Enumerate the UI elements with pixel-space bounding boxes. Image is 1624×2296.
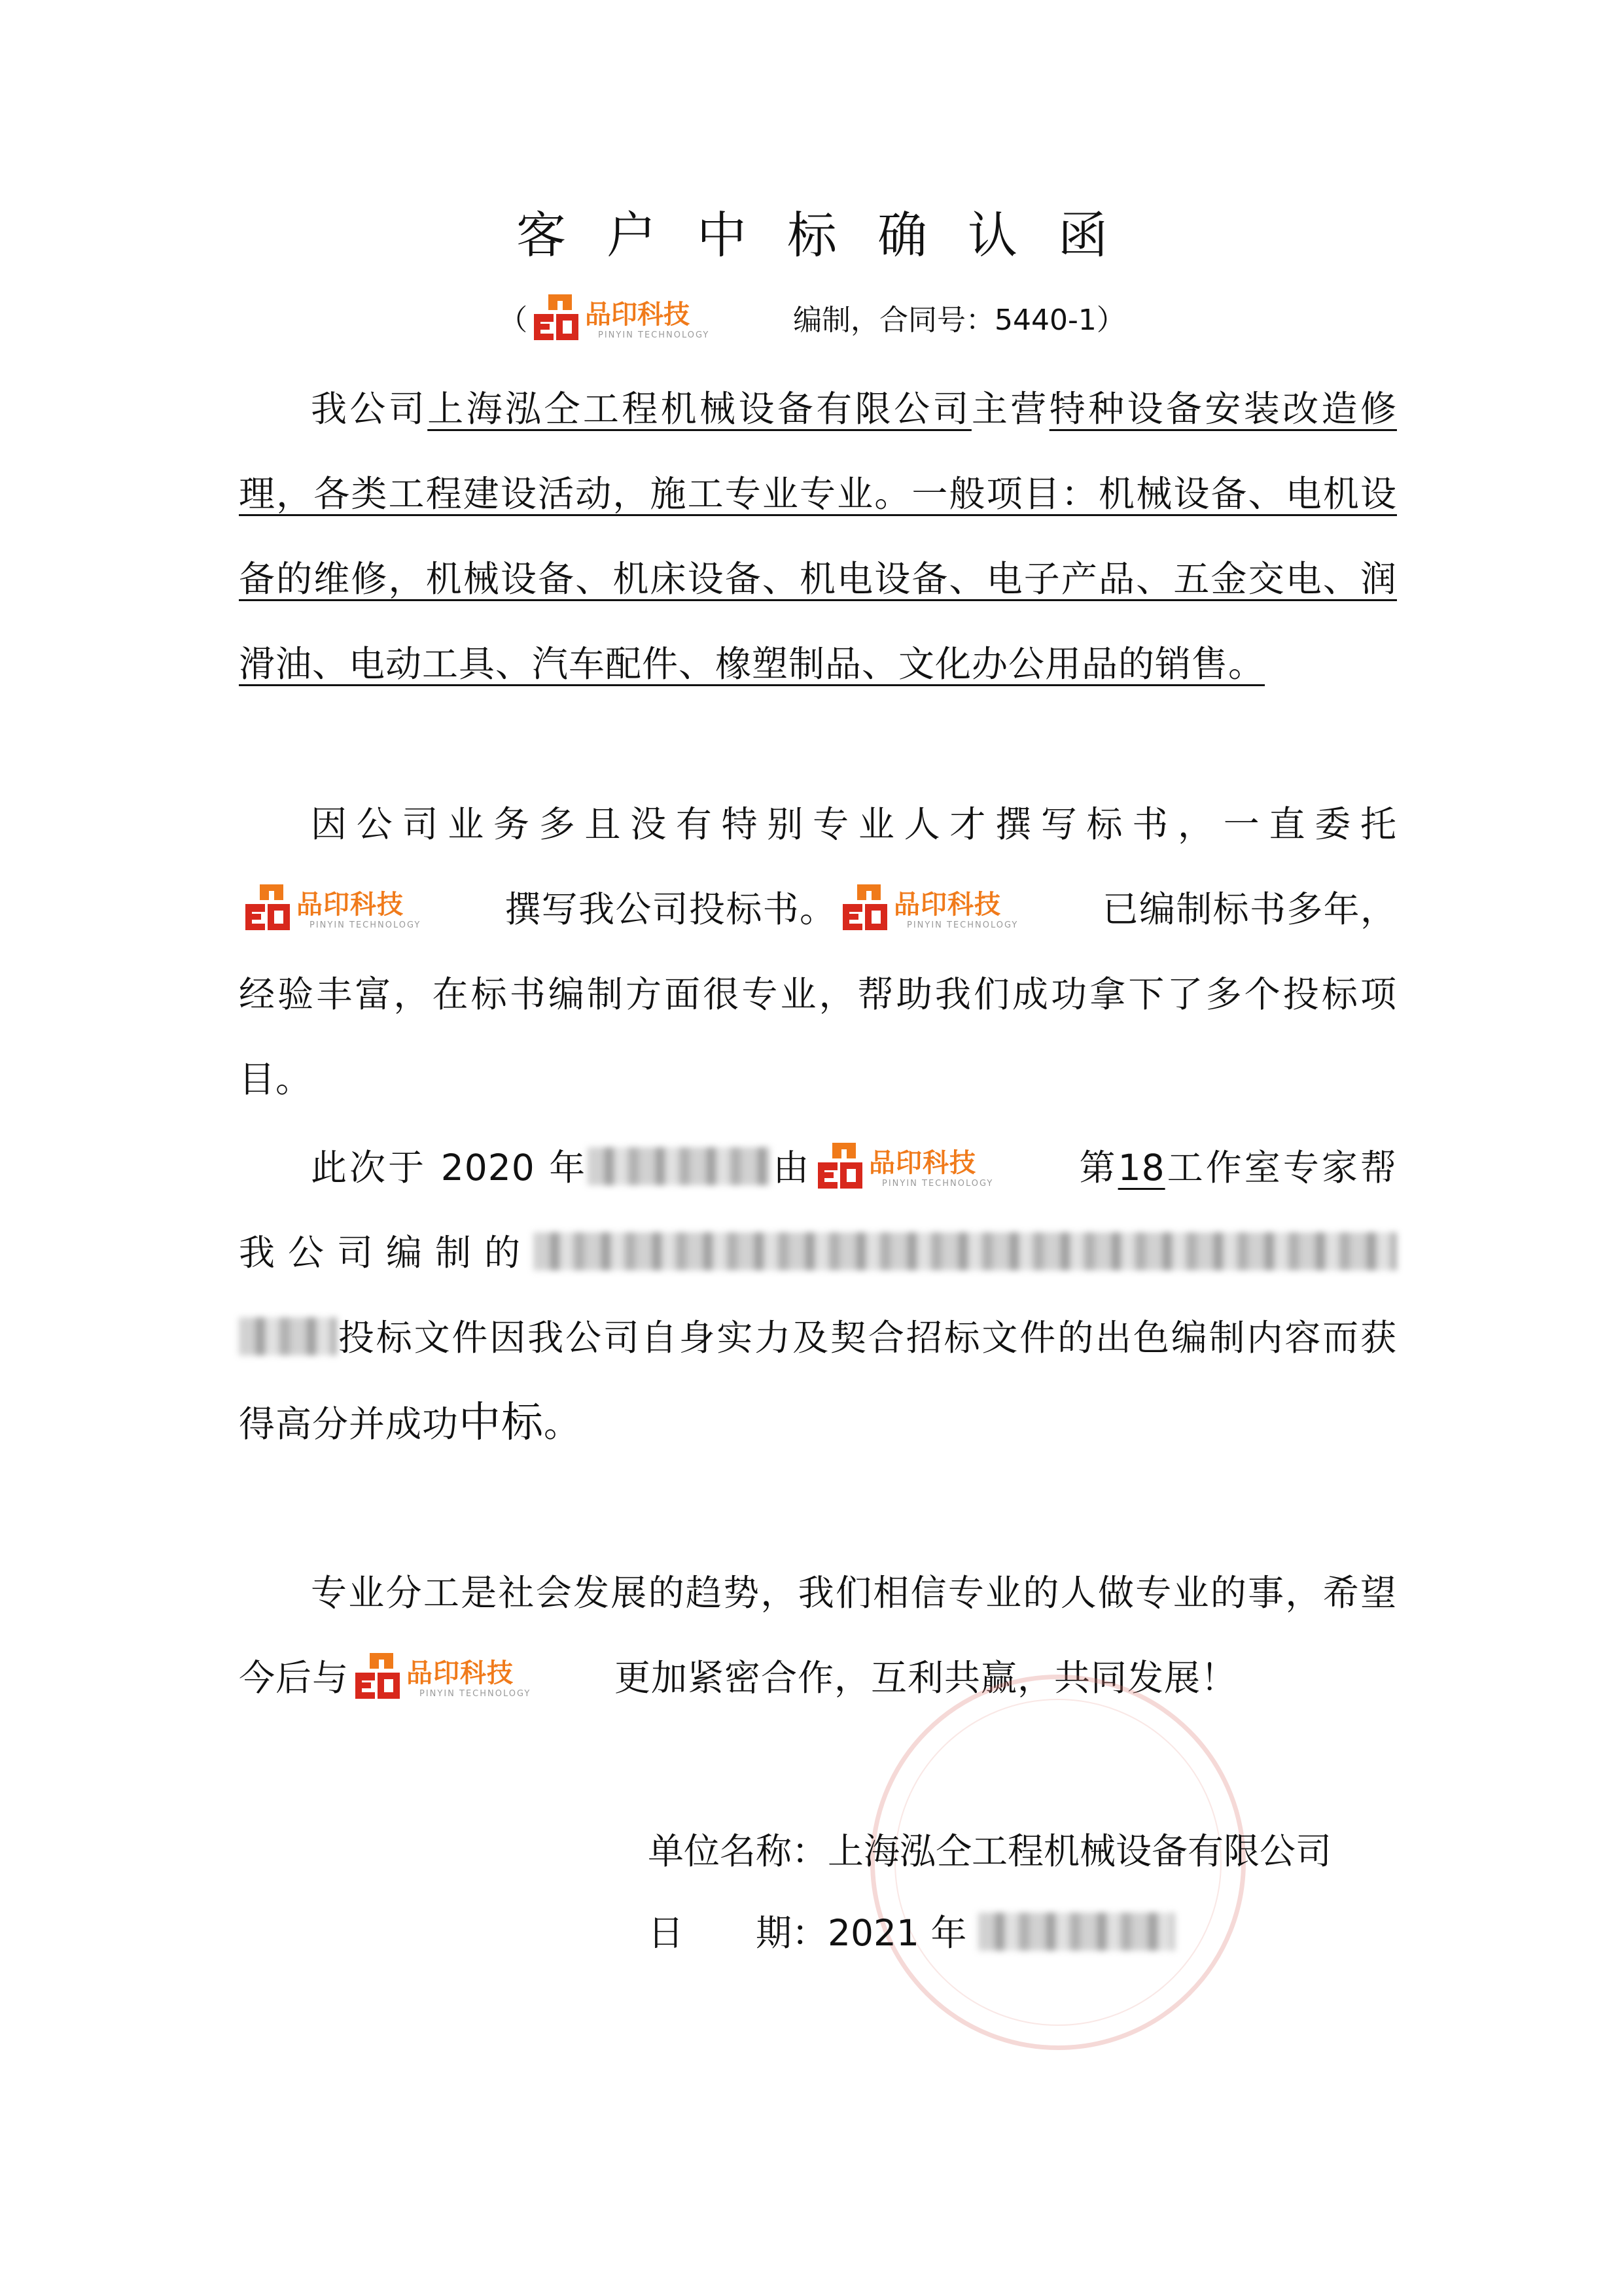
paragraph-winning-bid bbox=[239, 1125, 1397, 1467]
page-title: 客户中标确认函 bbox=[516, 206, 1148, 264]
logo-brand: 品印科技 bbox=[585, 300, 690, 330]
date-value: 2021 年 bbox=[828, 1912, 967, 1954]
unit-value: 上海泓仝工程机械设备有限公司 bbox=[828, 1830, 1332, 1872]
paragraph-cooperation bbox=[239, 1550, 1397, 1720]
p2-a: 因公司业务多且没有特别专业人才撰写标书，一直委托 bbox=[311, 803, 1397, 845]
redacted-date bbox=[588, 1147, 771, 1185]
unit-label: 单位名称： bbox=[648, 1830, 828, 1872]
pinyin-logo-icon bbox=[354, 1649, 609, 1701]
logo-brand: 品印科技 bbox=[869, 1147, 977, 1178]
signature-date bbox=[648, 1900, 1174, 1966]
p2-b: 撰写我公司投标书。 bbox=[504, 888, 837, 930]
p4-b: 更加紧密合作，互利共赢，共同发展！ bbox=[614, 1657, 1238, 1699]
business-scope: 特种设备安装改造修理，各类工程建设活动，施工专业专业。一般项目：机械设备、电机设备的维修，机械设备、机床设备、机电设备、电子产品、五金交电、润滑油、电动工具、汽车配件、橡塑制品、文化办公用品的销售。 bbox=[239, 388, 1397, 685]
redacted-sign-date bbox=[978, 1913, 1174, 1951]
signature-unit bbox=[648, 1818, 1332, 1884]
p1-lead: 我公司 bbox=[311, 388, 428, 430]
subtitle-contract: 编制，合同号：5440-1） bbox=[793, 304, 1125, 337]
winning-bid-highlight: 中标 bbox=[459, 1399, 544, 1447]
pinyin-logo bbox=[533, 290, 788, 343]
p3-b: 由 bbox=[771, 1147, 812, 1189]
subtitle-line bbox=[0, 293, 1624, 348]
pinyin-logo bbox=[354, 1649, 609, 1701]
p3-c: 第 bbox=[1077, 1147, 1118, 1189]
logo-brand: 品印科技 bbox=[894, 889, 1002, 920]
pinyin-logo-icon bbox=[817, 1139, 1072, 1191]
p3-end: 。 bbox=[544, 1403, 581, 1445]
logo-tagline: PINYIN TECHNOLOGY bbox=[907, 920, 1019, 930]
company-name: 上海泓仝工程机械设备有限公司 bbox=[427, 388, 972, 430]
paragraph-entrusted bbox=[239, 782, 1397, 1122]
logo-tagline: PINYIN TECHNOLOGY bbox=[598, 330, 710, 340]
pinyin-logo bbox=[817, 1139, 1072, 1191]
pinyin-logo-icon bbox=[533, 290, 788, 343]
redacted-project-name-tail bbox=[239, 1317, 337, 1355]
pinyin-logo-icon bbox=[244, 880, 499, 933]
p2-c: 已编制标书多年，经验丰富，在标书编制方面很专业，帮助我们成功拿下了多个投标项目。 bbox=[239, 888, 1397, 1100]
studio-number: 18 bbox=[1118, 1147, 1165, 1189]
p4-a: 专业分工是社会发展的趋势，我们相信专业的人做专业的事，希望今后与 bbox=[239, 1572, 1397, 1699]
logo-tagline: PINYIN TECHNOLOGY bbox=[419, 1688, 531, 1699]
pinyin-logo bbox=[244, 880, 499, 933]
redacted-project-name bbox=[533, 1232, 1397, 1270]
p3-a: 此次于 2020 年 bbox=[311, 1147, 588, 1189]
logo-tagline: PINYIN TECHNOLOGY bbox=[309, 920, 421, 930]
p3-d: 工作室专家帮我公司编制的 bbox=[239, 1147, 1397, 1274]
date-label: 日 期： bbox=[648, 1912, 828, 1954]
p3-e: 投标文件因我公司自身实力及契合招标文件的出色编制内容而获得高分并成功 bbox=[239, 1317, 1397, 1445]
pinyin-logo-icon bbox=[841, 880, 1097, 933]
logo-brand: 品印科技 bbox=[406, 1658, 514, 1688]
logo-brand: 品印科技 bbox=[296, 889, 404, 920]
p1-mid: 主营 bbox=[971, 388, 1050, 430]
pinyin-logo bbox=[841, 880, 1097, 933]
logo-tagline: PINYIN TECHNOLOGY bbox=[882, 1178, 994, 1189]
paragraph-business-scope bbox=[239, 366, 1397, 706]
subtitle-open-paren: （ bbox=[499, 304, 528, 337]
